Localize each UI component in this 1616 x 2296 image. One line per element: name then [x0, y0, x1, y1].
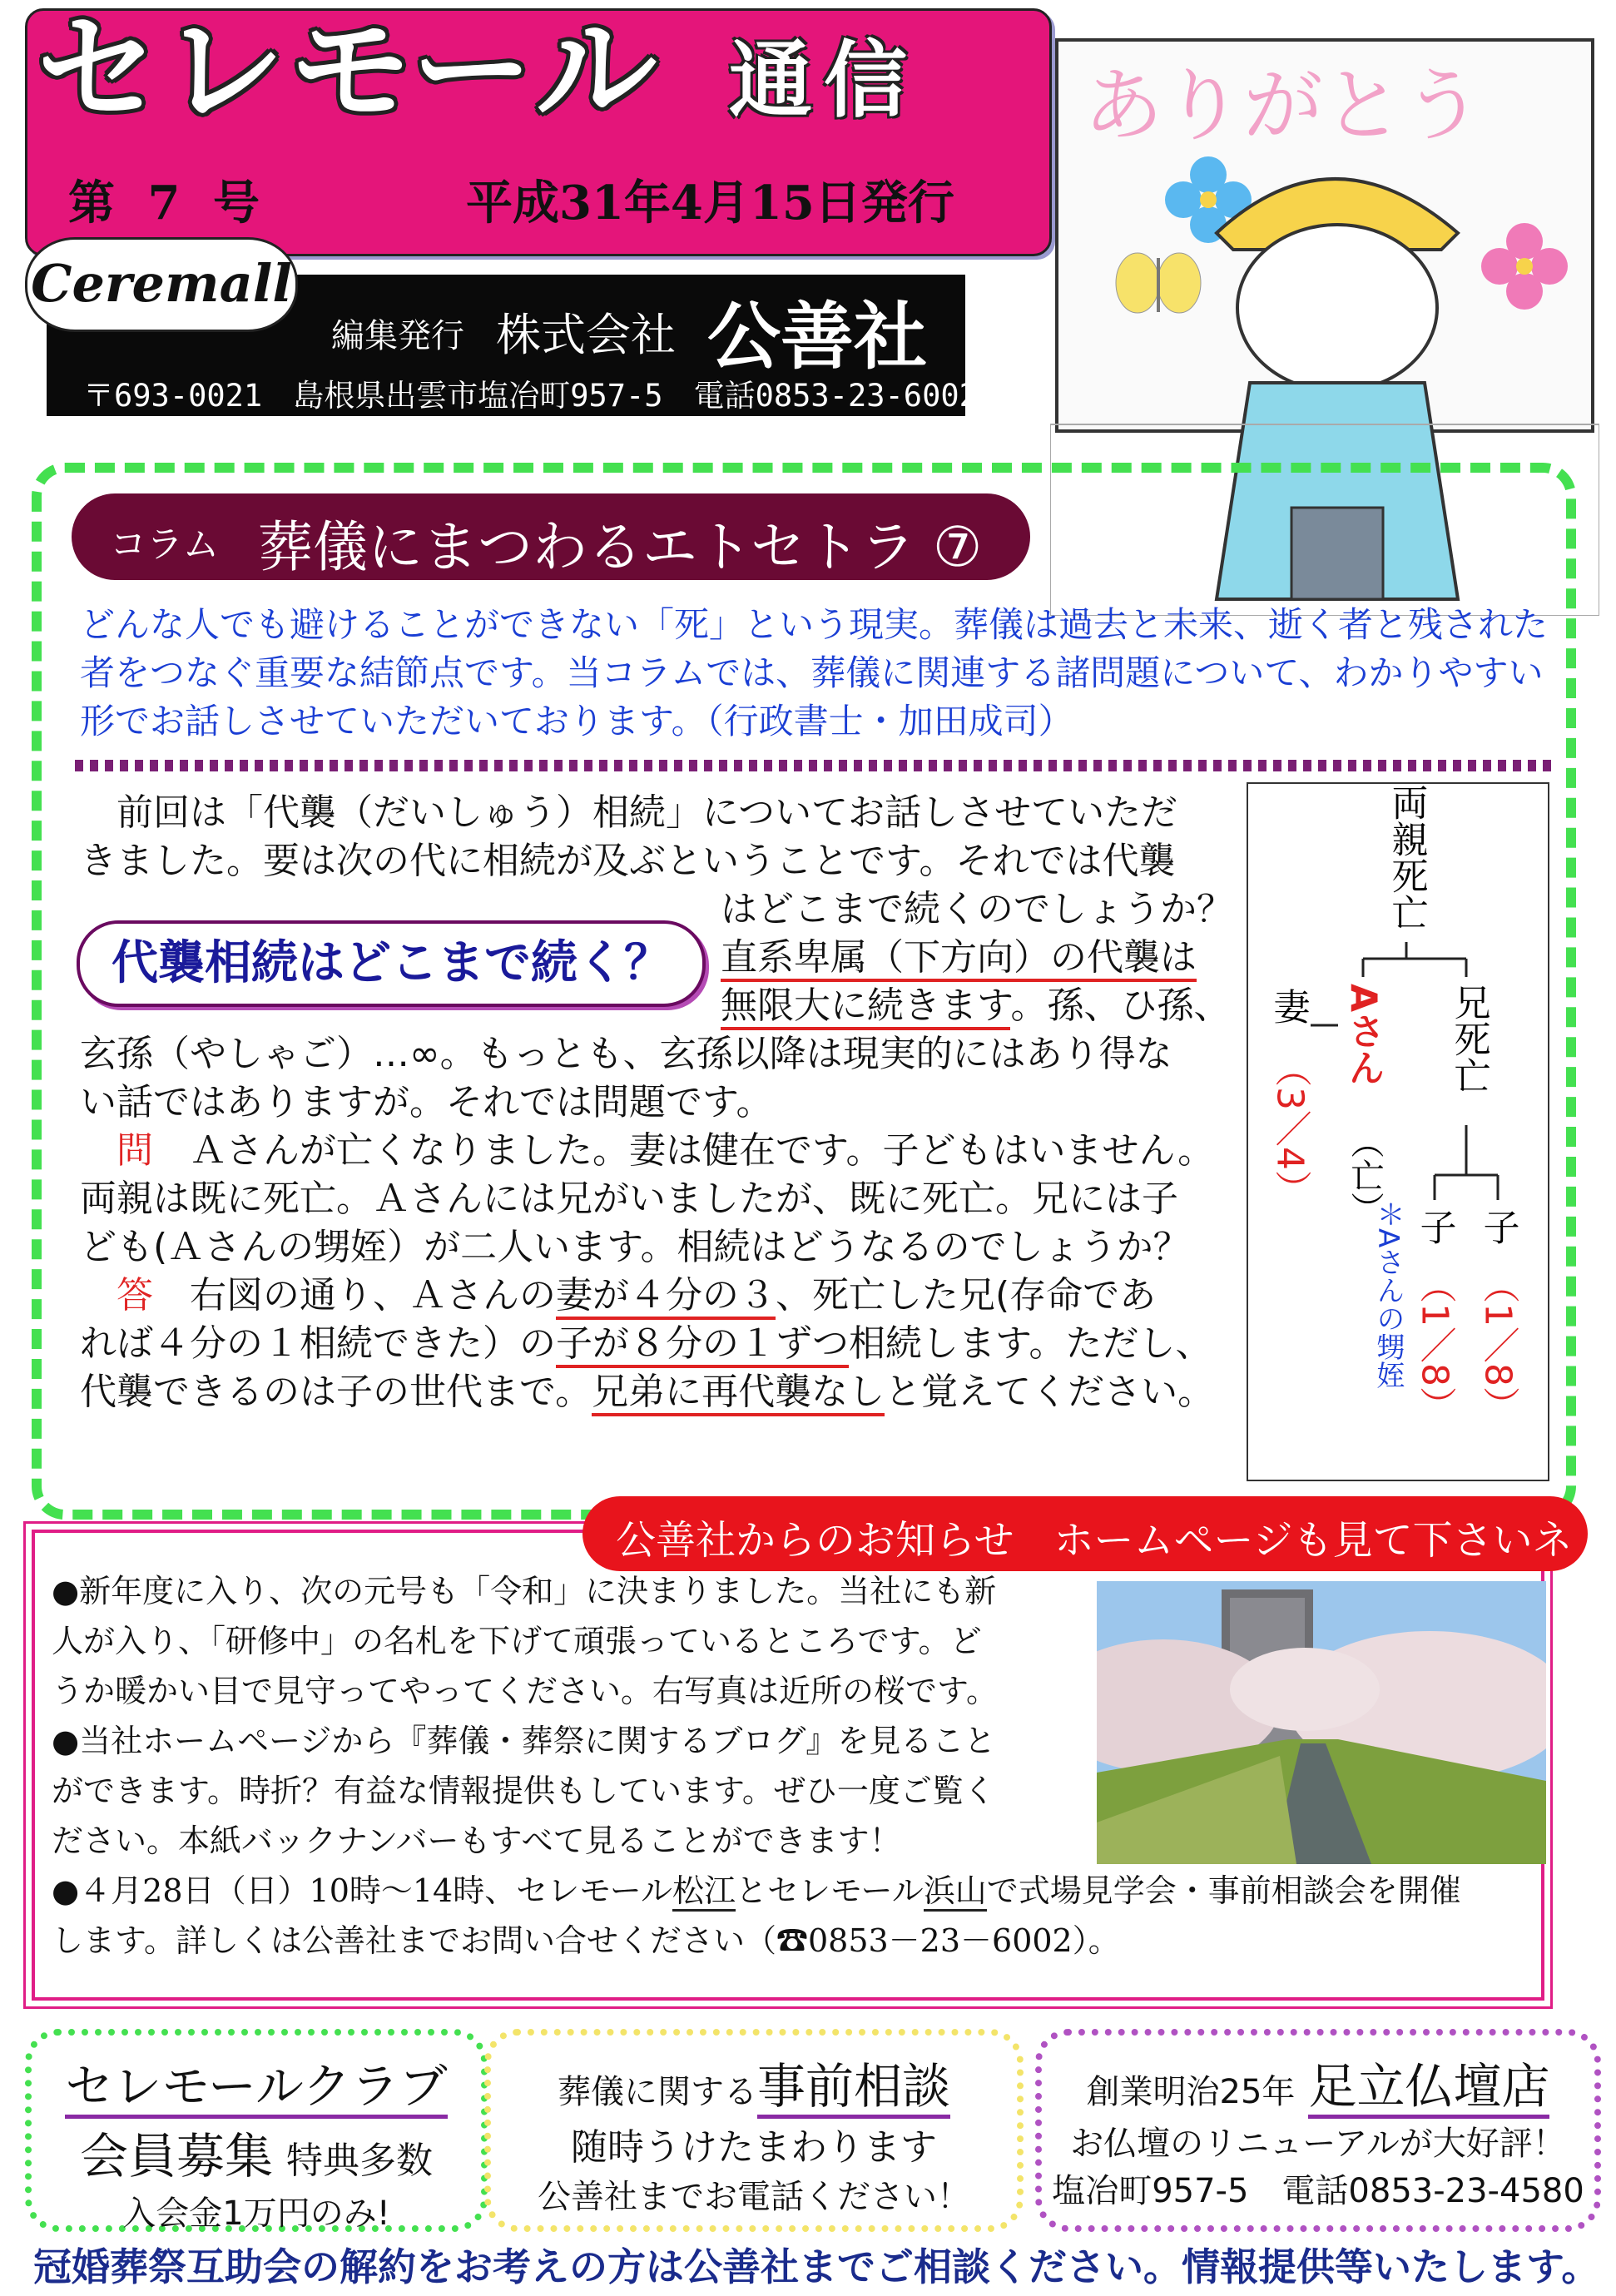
issue-number: 第 7 号: [68, 176, 268, 231]
issue-date: 平成31年4月15日発行: [466, 176, 954, 231]
notice-line: ができます。時折？有益な情報提供もしています。ぜひ一度ご覧く: [52, 1773, 995, 1809]
article-line: ども(Ａさんの甥姪）が二人います。相続はどうなるのでしょうか？: [80, 1226, 1190, 1268]
footer-message: 冠婚葬祭互助会の解約をお考えの方は公善社までご相談ください。情報提供等いたします。: [33, 2244, 1600, 2289]
intro-line: 形でお話しさせていただいております。（行政書士・加田成司）: [80, 701, 1073, 741]
notice-line: ●新年度に入り、次の元号も「令和」に決まりました。当社にも新: [52, 1573, 997, 1609]
article-line: 前回は「代襲（だいしゅう）相続」についてお話しさせていただ: [80, 791, 1178, 834]
notice-text: で式場見学会・事前相談会を開催: [986, 1872, 1461, 1909]
article-line: い話ではありますが。それでは問題です。: [80, 1081, 773, 1123]
notice-line: ださい。本紙バックナンバーもすべて見ることができます！: [52, 1822, 901, 1859]
consult-box: [484, 2029, 1024, 2232]
column-label: コラム: [110, 523, 220, 566]
family-tree-diagram: [1247, 782, 1549, 1481]
question-label: 問: [116, 1129, 153, 1172]
article-line: 両親は既に死亡。Ａさんには兄がいましたが、既に死亡。兄には子: [80, 1178, 1178, 1220]
tree-wife-share: （3／4）: [1268, 1050, 1311, 1207]
publisher-label: 編集発行: [331, 317, 464, 355]
tree-a-person: Aさん: [1341, 984, 1385, 1086]
notice-line: ●当社ホームページから『葬儀・葬祭に関するブログ』を見ること: [52, 1723, 996, 1759]
club-title: セレモールクラブ: [65, 2058, 447, 2119]
tree-a-status: （亡）: [1346, 1125, 1384, 1225]
club-box: [25, 2029, 488, 2232]
tree-child: 子: [1476, 1208, 1519, 1245]
underlined-text: 直系卑属（下方向）の代襲は: [721, 936, 1197, 982]
notice-line: うか暖かい目で見守ってやってください。右写真は近所の桜です。: [52, 1673, 998, 1709]
shop-line: お仏壇のリニューアルが大好評！: [1070, 2125, 1566, 2163]
question-heading: 代襲相続はどこまで続く？: [77, 920, 706, 1007]
shop-founded: 創業明治25年: [1086, 2073, 1296, 2111]
shop-box: [1035, 2029, 1601, 2232]
thanks-caption: ありがとう: [1083, 59, 1483, 152]
club-benefits: 特典多数: [286, 2140, 434, 2182]
article-text: 、死亡した兄(存命であ: [776, 1274, 1157, 1317]
notice-title: 公善社からのお知らせ ホームページも見て下さいネ: [616, 1517, 1573, 1564]
underlined-text: 兄弟に再代襲なし: [592, 1371, 885, 1416]
publisher-company-type: 株式会社: [496, 309, 676, 361]
notice-text: とセレモール: [735, 1872, 924, 1909]
consult-title: 事前相談: [757, 2058, 950, 2119]
dotted-divider: [75, 760, 1553, 771]
column-intro: [80, 601, 1569, 746]
ceremall-logo: Ceremall: [25, 237, 298, 332]
article-line: 玄孫（やしゃご）…∞。もっとも、玄孫以降は現実的にはあり得な: [80, 1033, 1172, 1075]
consult-line: 随時うけたまわります: [571, 2126, 937, 2169]
venue-hamayama: 浜山: [924, 1872, 987, 1912]
shop-contact: 塩冶町957-5 電話0853-23-4580: [1052, 2172, 1584, 2210]
club-fee: 入会金1万円のみ!: [122, 2194, 390, 2233]
tree-child-share: （1／8）: [1413, 1267, 1456, 1423]
tree-child: 子: [1413, 1208, 1456, 1245]
article-text: 右図の通り、Ａさんの: [153, 1274, 556, 1317]
article-text: 。孫、ひ孫、: [1010, 984, 1231, 1027]
tree-parents: 両親死亡: [1385, 784, 1428, 930]
underlined-text: 妻が４分の３: [556, 1274, 776, 1320]
publisher-name: 公善社: [707, 294, 928, 379]
intro-line: どんな人でも避けることができない「死」という現実。葬儀は過去と未来、逝く者と残された: [80, 604, 1549, 645]
butterfly-icon: [1116, 253, 1201, 313]
publisher-address: 〒693-0021 島根県出雲市塩冶町957-5 電話0853-23-6002: [83, 378, 978, 414]
article-text: と覚えてください。: [885, 1371, 1215, 1413]
underlined-text: 無限大に続きます: [721, 984, 1010, 1030]
shop-title: 足立仏壇店: [1308, 2058, 1549, 2119]
consult-line: 公善社までお電話ください！: [538, 2178, 970, 2216]
article-text: れば４分の１相続できた）の: [80, 1322, 556, 1365]
notice-line: 人が入り、「研修中」の名札を下げて頑張っているところです。ど: [52, 1623, 982, 1659]
article-text: 代襲できるのは子の世代まで。: [80, 1371, 592, 1413]
tree-note: ＊Aさんの甥姪: [1371, 1200, 1405, 1390]
newsletter-subtitle: 通信: [729, 31, 919, 129]
article-text: 相続します。ただし、: [849, 1322, 1212, 1365]
answer-label: 答: [116, 1274, 153, 1317]
face: [1237, 225, 1437, 391]
consult-prefix: 葬儀に関する: [557, 2073, 757, 2111]
article-line: きました。要は次の代に相続が及ぶということです。それでは代襲: [80, 840, 1176, 882]
cherry-blossom-photo: [1097, 1581, 1546, 1864]
article-body: [80, 789, 1242, 1416]
venue-matsue: 松江: [672, 1872, 736, 1912]
underlined-text: 子が８分の１ずつ: [556, 1322, 849, 1368]
notice-line: します。詳しくは公善社までお問い合せください（☎0853－23－6002）。: [52, 1922, 1120, 1959]
club-recruit: 会員募集: [79, 2128, 273, 2184]
article-line: はどこまで続くのでしょうか？: [721, 888, 1233, 930]
tree-child-share: （1／8）: [1476, 1267, 1519, 1423]
tree-wife: 妻: [1267, 988, 1310, 1024]
notice-text: ●４月28日（日）10時～14時、セレモール: [52, 1872, 672, 1909]
tree-brother: 兄死亡: [1447, 984, 1490, 1093]
column-title: 葬儀にまつわるエトセトラ ⑦: [258, 515, 983, 579]
article-text: Ａさんが亡くなりました。妻は健在です。子どもはいません。: [153, 1129, 1215, 1172]
intro-line: 者をつなぐ重要な結節点です。当コラムでは、葬儀に関連する諸問題について、わかりやすい: [80, 652, 1544, 693]
newsletter-title: セレモール: [37, 0, 662, 141]
